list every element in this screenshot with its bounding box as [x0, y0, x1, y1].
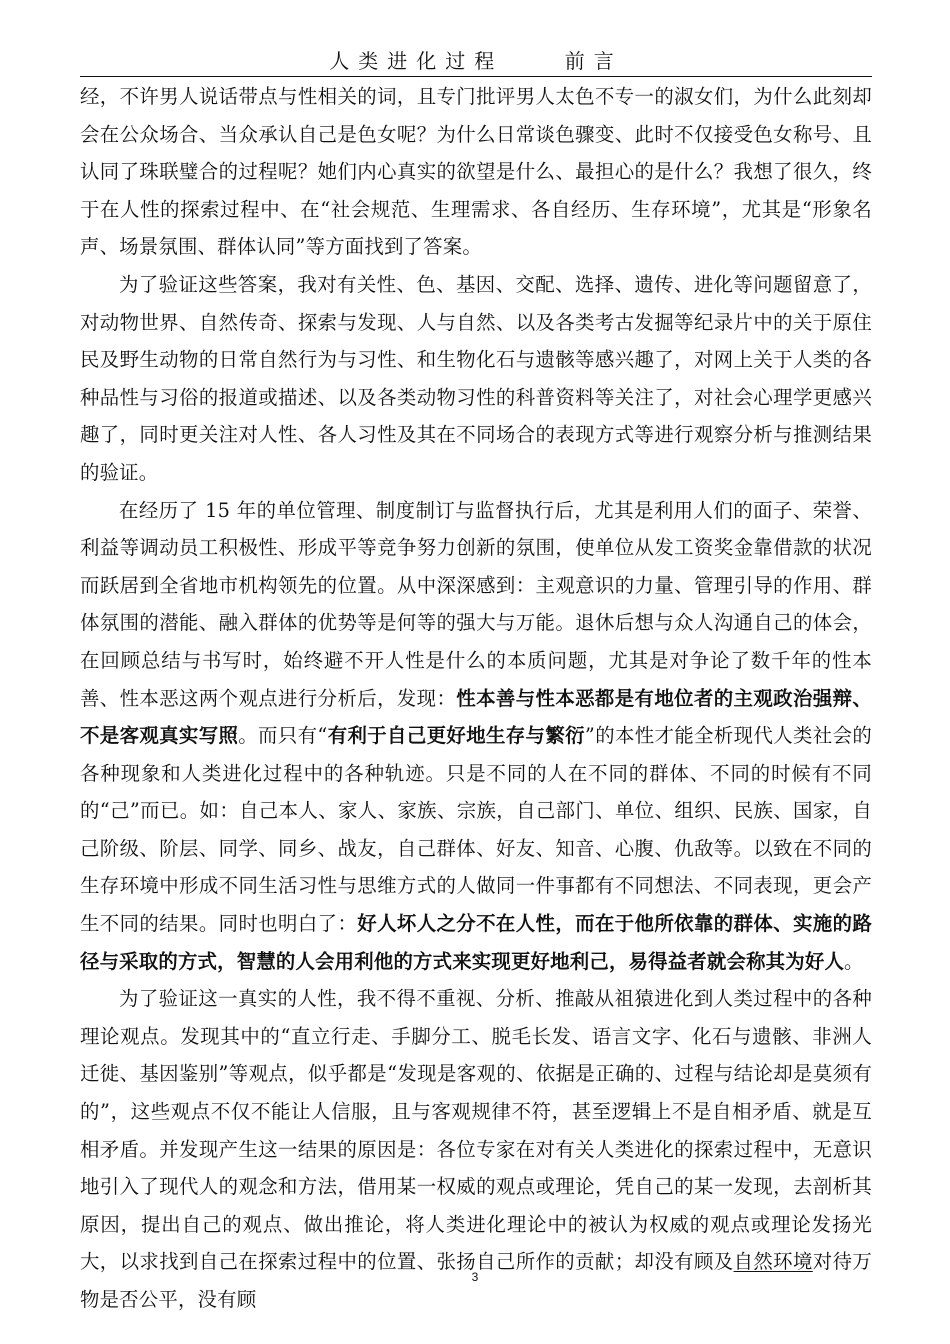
paragraph-4-text-2: 对待万物是否公平，没有顾: [80, 1250, 872, 1311]
paragraph-3-text-2: 。而只有“: [238, 724, 328, 748]
paragraph-3-text-4: 。: [844, 949, 864, 973]
paragraph-4: [80, 980, 872, 1318]
paragraph-3-text-1: 在经历了 15 年的单位管理、制度制订与监督执行后，尤其是利用人们的面子、荣誉、利益等调动员工积极性、形成平等竞争努力创新的氛围，使单位从发工资奖金靠借款的状况而跃居到全省地市机构领先的位置。从中深深感到：主观意识的力量、管理引导的作用、群体氛围的潜能、融入群体的优势等是何等的强大与万能。退休后想与众人沟通自己的体会，在回顾总结与书写时，始终避不开人性是什么的本质问题，尤其是对争论了数千年的性本善、性本恶这两个观点进行分析后，发现：: [80, 498, 872, 710]
header-section-title: 前言: [564, 49, 623, 73]
paragraph-1: 经，不许男人说话带点与性相关的词，且专门批评男人太色不专一的淑女们，为什么此刻却会在公众场合、当众承认自己是色女呢？为什么日常谈色骤变、此时不仅接受色女称号、且认同了珠联璧合的过程呢？她们内心真实的欲望是什么、最担心的是什么？我想了很久，终于在人性的探索过程中、在“社会规范、生理需求、各自经历、生存环境”，尤其是“形象名声、场景氛围、群体认同”等方面找到了答案。: [80, 85, 872, 259]
header-rule: [80, 76, 872, 77]
paragraph-3-bold-2: 有利于自己更好地生存与繁衍: [327, 724, 585, 748]
paragraph-3: [80, 492, 872, 981]
paragraph-2: 为了验证这些答案，我对有关性、色、基因、交配、选择、遗传、进化等问题留意了，对动物世界、自然传奇、探索与发现、人与自然、以及各类考古发掘等纪录片中的关于原住民及野生动物的日常自然行为与习性、和生物化石与遗骸等感兴趣了，对网上关于人类的各种品性与习俗的报道或描述、以及各类动物习性的科普资料等关注了，对社会心理学更感兴趣了，同时更关注对人性、各人习性及其在不同场合的表现方式等进行观察分析与推测结果的验证。: [80, 272, 872, 484]
header-book-title: 人类进化过程: [329, 49, 504, 73]
paragraph-3-bold-3: 好人坏人之分不在人性，而在于他所依靠的群体、实施的路径与采取的方式，智慧的人会用利他的方式来实现更好地利己，易得益者就会称其为好人: [80, 912, 872, 973]
paragraph-3-text-3: ”的本性才能全析现代人类社会的各种现象和人类进化过程中的各种轨迹。只是不同的人在不同的群体、不同的时候有不同的“己”而已。如：自己本人、家人、家族、宗族，自己部门、单位、组织、民族、国家，自己阶级、阶层、同学、同乡、战友，自己群体、好友、知音、心腹、仇敌等。以致在不同的生存环境中形成不同生活习性与思维方式的人做同一件事都有不同想法、不同表现，更会产生不同的结果。同时也明白了：: [80, 724, 872, 936]
page-number: 3: [471, 1270, 479, 1284]
body-text: [80, 78, 872, 1319]
paragraph-4-text-1: 为了验证这一真实的人性，我不得不重视、分析、推敲从祖猿进化到人类过程中的各种理论观点。发现其中的“直立行走、手脚分工、脱毛长发、语言文字、化石与遗骸、非洲人迁徙、基因鉴别”等观点，似乎都是“发现是客观的、依据是正确的、过程与结论却是莫须有的”，这些观点不仅不能让人信服，且与客观规律不符，甚至逻辑上不是自相矛盾、就是互相矛盾。并发现产生这一结果的原因是：各位专家在对有关人类进化的探索过程中，无意识地引入了现代人的观念和方法，借用某一权威的观点或理论，凭自己的某一发现，去剖析其原因，提出自己的观点、做出推论，将人类进化理论中的被认为权威的观点或理论发扬光大，以求找到自己在探索过程中的位置、张扬自己所作的贡献；却没有顾及: [80, 987, 872, 1274]
paragraph-4-underlined: 自然环境: [733, 1250, 813, 1274]
running-header: [80, 48, 872, 74]
paragraph-3-bold-1: 性本善与性本恶都是有地位者的主观政治强辩、不是客观真实写照: [80, 686, 872, 748]
